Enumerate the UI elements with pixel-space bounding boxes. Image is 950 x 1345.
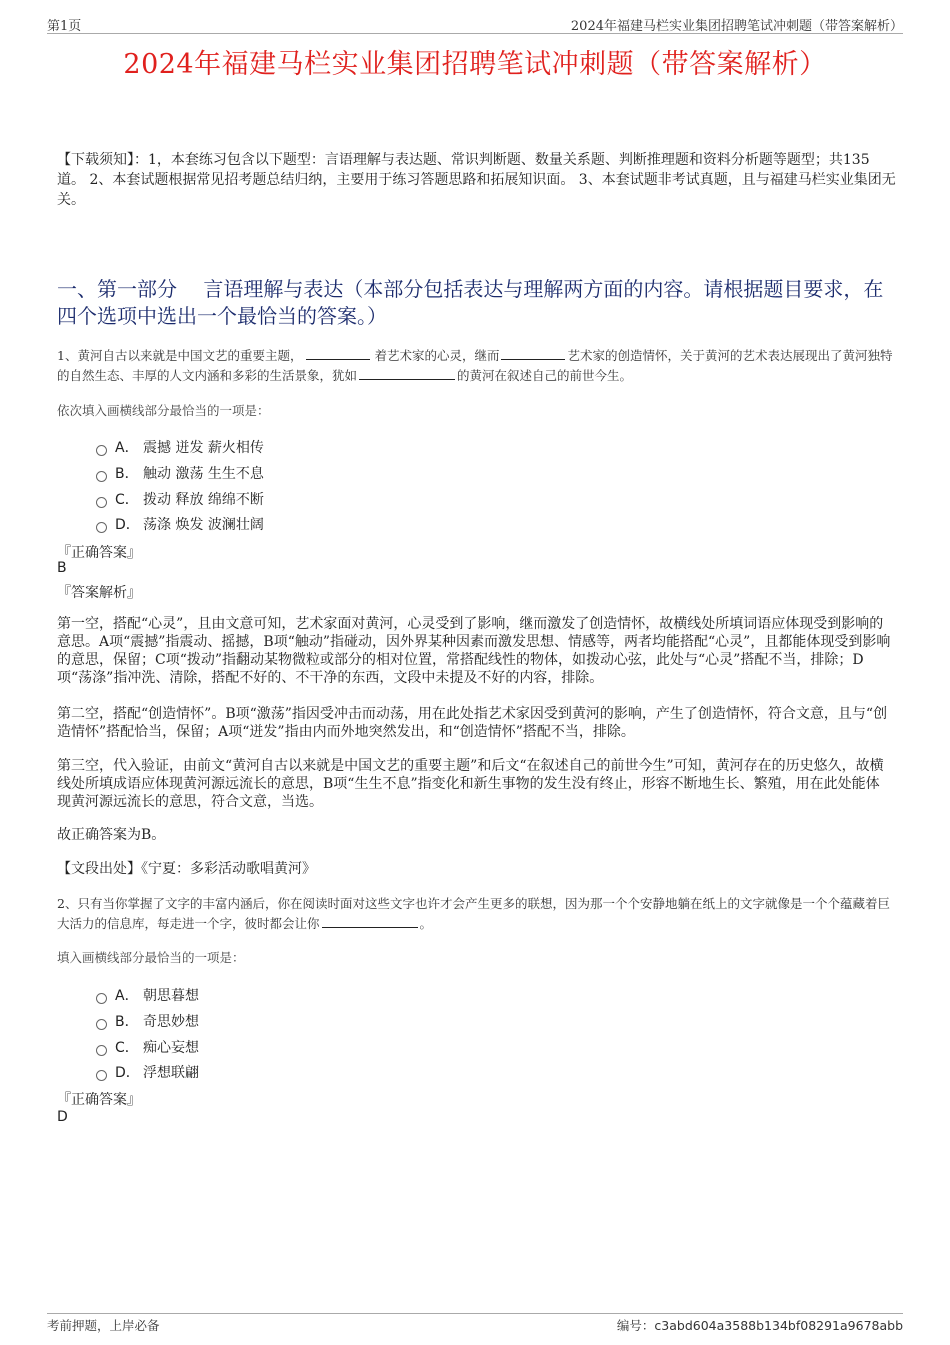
radio-icon[interactable] (96, 445, 107, 456)
q2-correct-answer: D (57, 1109, 68, 1125)
q1-analysis-paragraph: 第一空，搭配“心灵”，且由文意可知，艺术家面对黄河，心灵受到了影响，继而激发了创造情怀，故横线处所填词语应体现受到影响的意思。A项“震撼”指震动、摇撼，B项“触动”指碰动，因外界某种因素而激发思想、情感等，两者均能搭配“心灵”，且都能体现受到影响的意思，保留；C项“拨动”指翻动某物微粒或部分的相对位置，常搭配线性的物体，如拨动心弦，此处与“心灵”搭配不当，排除；D项“荡涤”指冲洗、清除，搭配不好的、不干净的东西，文段中未提及不好的内容，排除。 (57, 616, 891, 686)
radio-icon[interactable] (96, 993, 107, 1004)
q1-correct-label: 『正确答案』 (57, 545, 141, 561)
q1-blank-2 (501, 346, 565, 360)
footer-slogan: 考前押题，上岸必备 (47, 1318, 160, 1333)
radio-icon[interactable] (96, 1019, 107, 1030)
radio-icon[interactable] (96, 471, 107, 482)
q1-analysis-conclusion: 故正确答案为B。 (57, 827, 166, 843)
question-1-stem (57, 346, 899, 386)
section-title: 一、第一部分 言语理解与表达（本部分包括表达与理解两方面的内容。请根据题目要求，在四个选项中选出一个最恰当的答案。） (57, 277, 884, 328)
q1-source: 【文段出处】《宁夏：多彩活动歌唱黄河》 (57, 861, 316, 877)
q2-blank (322, 914, 418, 928)
q1-analysis-paragraph: 第二空，搭配“创造情怀”。B项“激荡”指因受冲击而动荡，用在此处指艺术家因受到黄河的影响，产生了创造情怀，符合文意，且与“创造情怀”搭配恰当，保留；A项“迸发”指由内而外地突然发出，和“创造情怀”搭配不当，排除。 (57, 706, 888, 740)
q1-text-part: 1、黄河自古以来就是中国文艺的重要主题， (57, 348, 303, 363)
q1-analysis-paragraph: 第三空，代入验证，由前文“黄河自古以来就是中国文艺的重要主题”和后文“在叙述自己的前世今生”可知，黄河存在的历史悠久，故横线处所填成语应体现黄河源远流长的意思，B项“生生不息”指变化和新生事物的发生没有终止，形容不断地生长、繁殖，用在此处能体现黄河源远流长的意思，符合文意，当选。 (57, 758, 884, 810)
footer-code: 编号：c3abd604a3588b134bf08291a9678abb (616, 1318, 903, 1333)
q2-correct-label: 『正确答案』 (57, 1092, 141, 1108)
radio-icon[interactable] (96, 522, 107, 533)
page-header (47, 13, 903, 34)
page-number: 第1页 (47, 19, 82, 34)
radio-icon[interactable] (96, 1070, 107, 1081)
page-title: 2024年福建马栏实业集团招聘笔试冲刺题（带答案解析） (123, 49, 827, 80)
q2-option-d[interactable]: D． 浮想联翩 (96, 1062, 199, 1082)
q1-analysis-label: 『答案解析』 (57, 585, 141, 601)
q1-blank-3 (359, 366, 455, 380)
question-2-stem (57, 894, 899, 934)
q1-instruction: 依次填入画横线部分最恰当的一项是： (57, 403, 270, 418)
q2-text-part: 2、只有当你掌握了文字的丰富内涵后，你在阅读时面对这些文字也许才会产生更多的联想，因为那一个个安静地躺在纸上的文字就像是一个个蕴藏着巨大活力的信息库，每走进一个字，彼时都会让你 (57, 896, 890, 931)
q1-option-a[interactable]: A． 震撼 迸发 薪火相传 (96, 437, 264, 457)
radio-icon[interactable] (96, 1045, 107, 1056)
page-footer (47, 1313, 903, 1336)
q2-option-a[interactable]: A． 朝思暮想 (96, 985, 199, 1005)
q1-correct-answer: B (57, 560, 67, 576)
q2-option-b[interactable]: B． 奇思妙想 (96, 1011, 199, 1031)
radio-icon[interactable] (96, 497, 107, 508)
q1-text-part: 艺术家的创造情怀，关于黄河的艺术表达展现出了黄河独特的自然生态、丰厚的人文内涵和多彩的生活景象，犹如 (57, 348, 893, 383)
q1-blank-1 (306, 346, 370, 360)
q2-text-part: 。 (419, 916, 433, 931)
q1-option-d[interactable]: D． 荡涤 焕发 波澜壮阔 (96, 514, 264, 534)
download-notice: 【下载须知】：1，本套练习包含以下题型：言语理解与表达题、常识判断题、数量关系题、判断推理题和资料分析题等题型；共135道。 2、本套试题根据常见招考题总结归纳，主要用于练习答题思路和拓展知识面。 3、本套试题非考试真题，且与福建马栏实业集团无关。 (57, 152, 896, 208)
q1-text-part: 的黄河在叙述自己的前世今生。 (457, 368, 633, 383)
q1-text-part: 着艺术家的心灵，继而 (374, 348, 500, 363)
q1-option-b[interactable]: B． 触动 激荡 生生不息 (96, 463, 264, 483)
q1-option-c[interactable]: C． 拨动 释放 绵绵不断 (96, 489, 264, 509)
q2-option-c[interactable]: C． 痴心妄想 (96, 1037, 199, 1057)
header-doc-title: 2024年福建马栏实业集团招聘笔试冲刺题（带答案解析） (570, 19, 903, 34)
q2-instruction: 填入画横线部分最恰当的一项是： (57, 950, 245, 965)
